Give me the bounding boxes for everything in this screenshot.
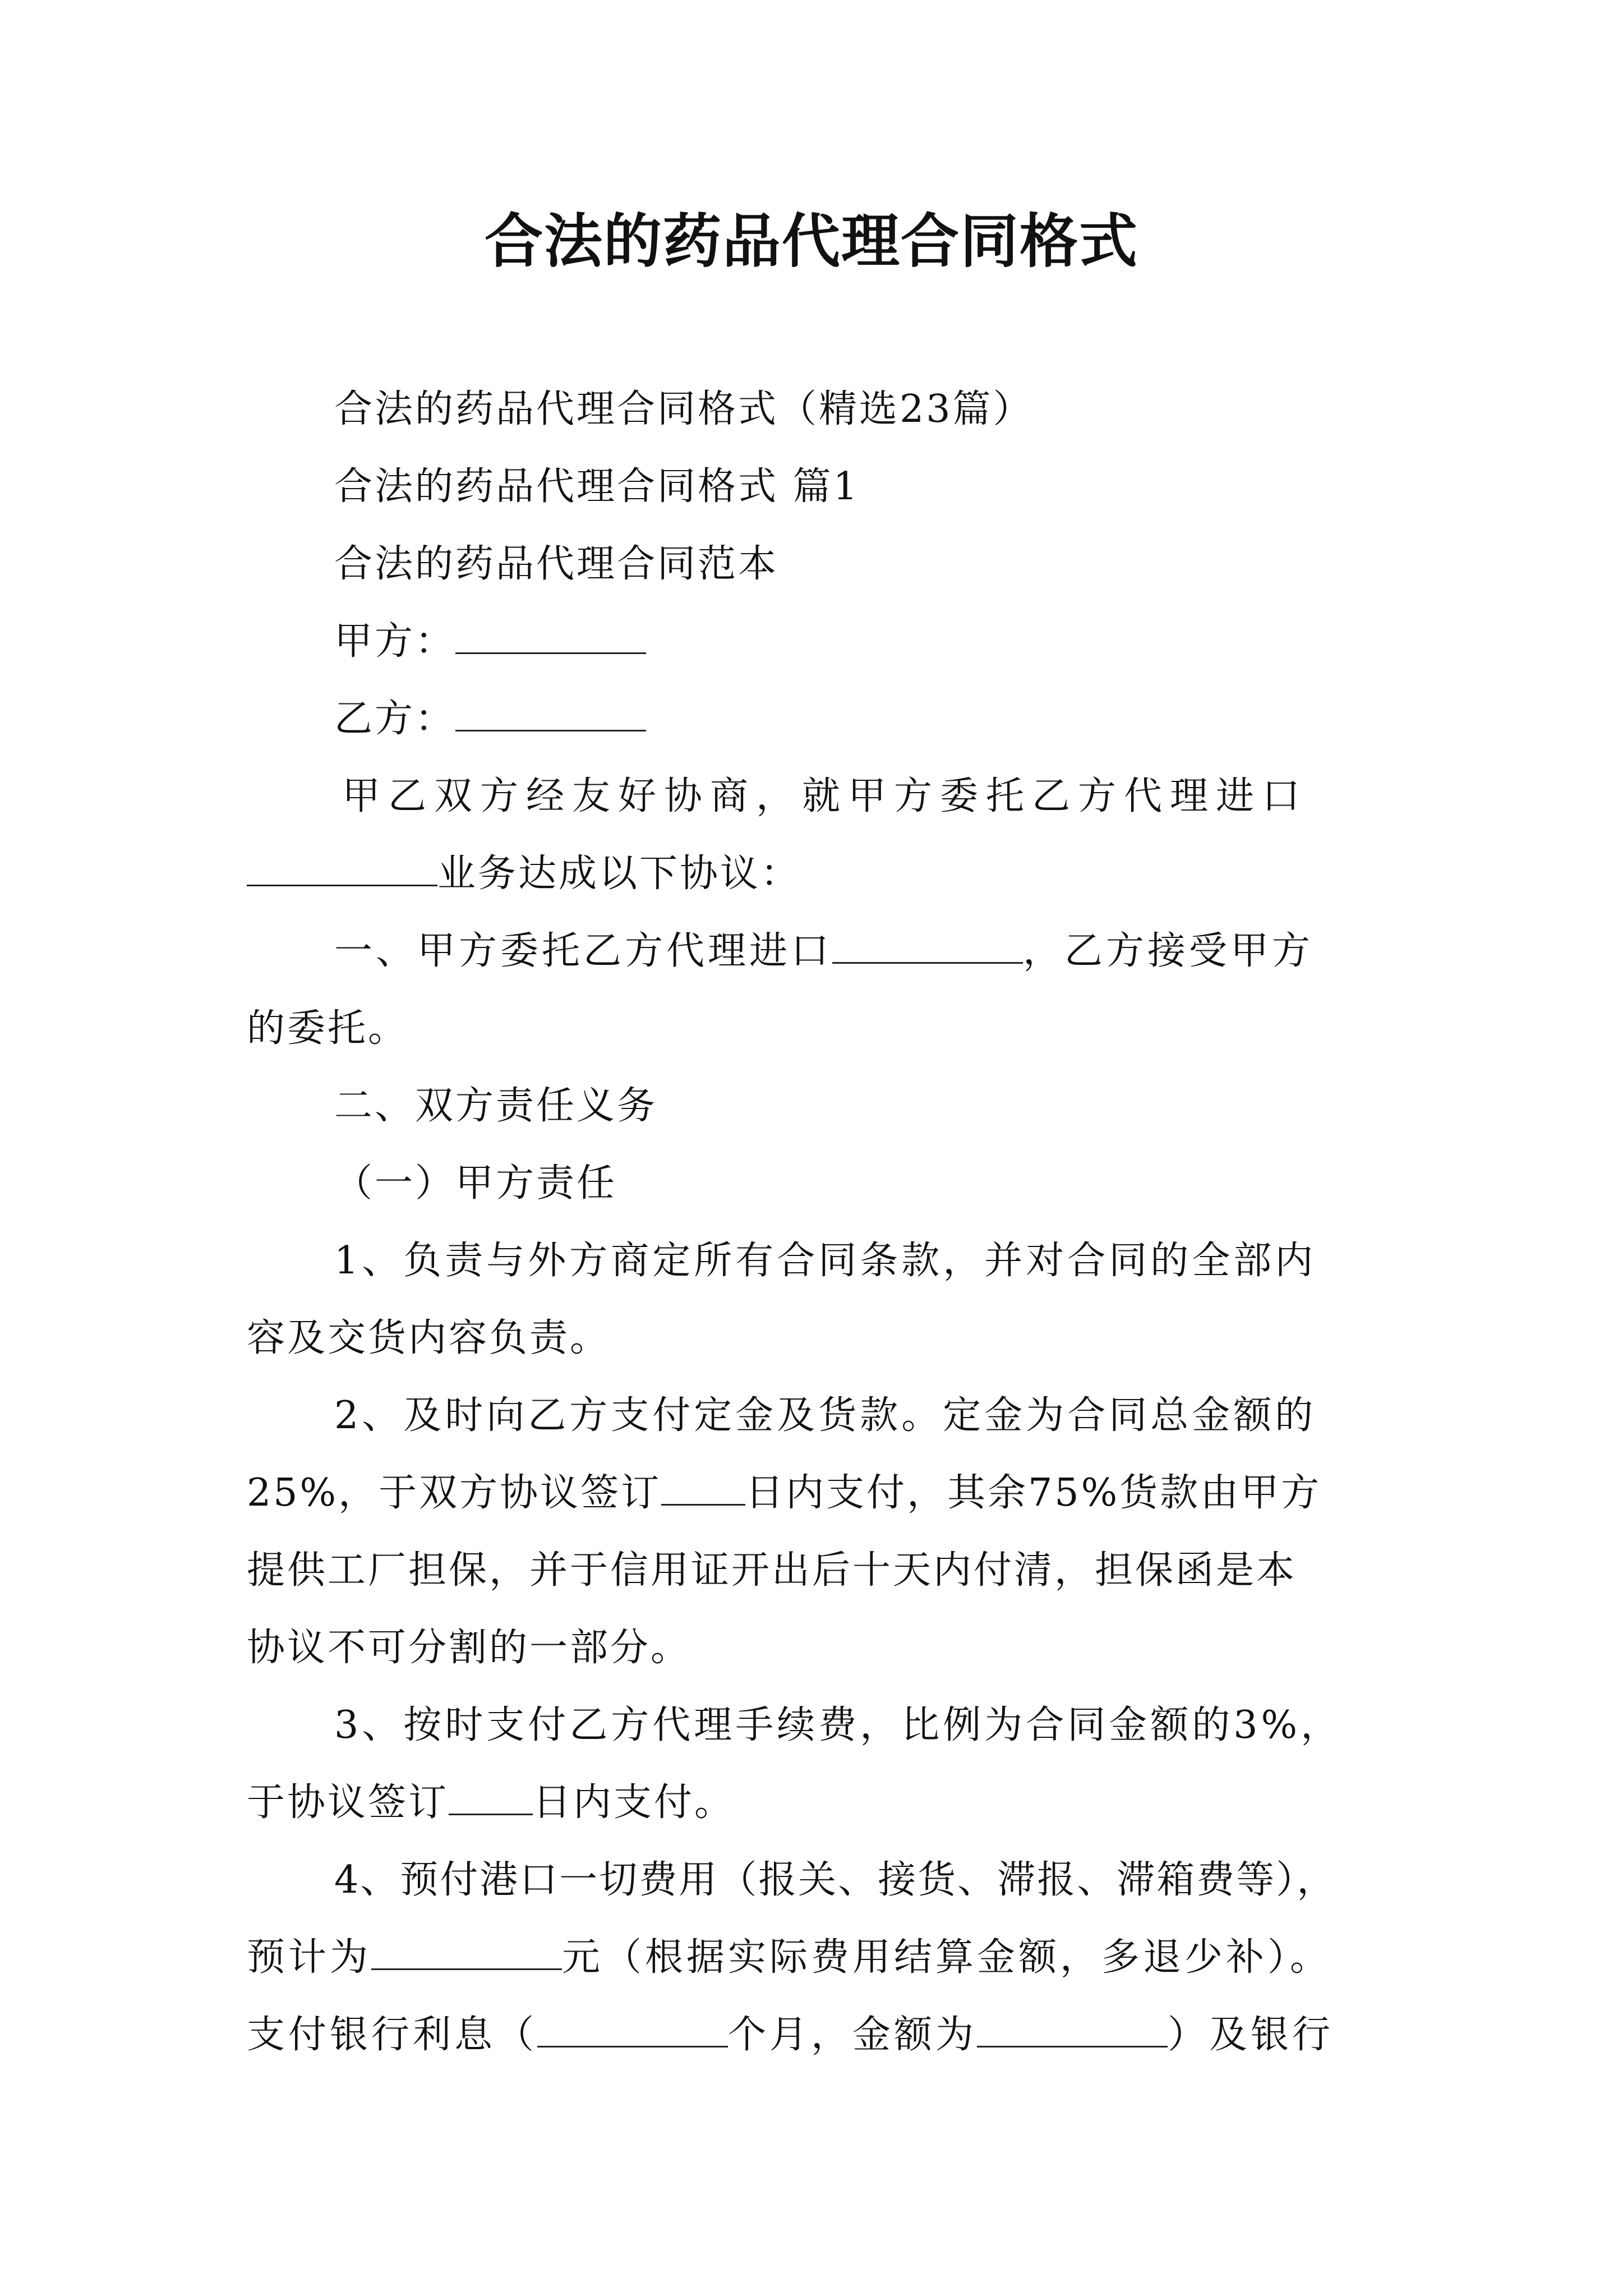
party-a-blank (455, 615, 646, 654)
duty-2-text-a: 25%，于双方协议签订 (247, 1471, 662, 1515)
duty-4-line: 4、预付港口一切费用（报关、接货、滞报、滞箱费等）， (334, 1858, 1337, 1902)
paragraph-intro-cont (247, 846, 801, 902)
clause-1-line (334, 923, 1313, 979)
party-b-label: 乙方： (334, 697, 456, 741)
paragraph-intro-text: 业务达成以下协议： (437, 852, 801, 896)
duty-1-line: 1、负责与外方商定所有合同条款，并对合同的全部内 (334, 1239, 1317, 1283)
contract-sample-heading: 合法的药品代理合同范本 (334, 542, 779, 586)
clause-1-text-a: 一、甲方委托乙方代理进口 (334, 929, 833, 973)
duty-4-text-d: 个月，金额为 (728, 2013, 978, 2057)
clause-1-cont: 的委托。 (247, 1006, 409, 1051)
duty-4-text-e: ）及银行 (1168, 2013, 1334, 2057)
duty-3-days-blank (449, 1777, 533, 1815)
duty-2-line: 2、及时向乙方支付定金及货款。定金为合同总金额的 (334, 1393, 1317, 1438)
party-a-line (334, 614, 646, 670)
clause-2-heading: 二、双方责任义务 (334, 1084, 658, 1128)
document-title: 合法的药品代理合同格式 (484, 206, 1138, 275)
duty-4-text-b: 元（根据实际费用结算金额，多退少补）。 (562, 1935, 1332, 1980)
party-b-blank (455, 693, 646, 731)
section-heading: 合法的药品代理合同格式 篇1 (334, 464, 860, 509)
party-a-label: 甲方： (334, 619, 456, 664)
paragraph-intro: 甲乙双方经友好协商，就甲方委托乙方代理进口 (342, 774, 1308, 818)
duty-1-cont: 容及交货内容负责。 (247, 1316, 611, 1360)
duty-3-line: 3、按时支付乙方代理手续费，比例为合同金额的3%， (334, 1703, 1343, 1747)
duty-4-interest-blank (977, 2009, 1168, 2047)
party-a-duties-heading: （一）甲方责任 (334, 1161, 617, 1205)
clause-1-text-b: ，乙方接受甲方 (1023, 929, 1314, 973)
duty-2-text-b: 日内支付，其余75%货款由甲方 (745, 1471, 1322, 1515)
subtitle-selection: 合法的药品代理合同格式（精选23篇） (334, 387, 1034, 431)
clause-1-blank (832, 925, 1023, 964)
duty-4-text-c: 支付银行利息（ (247, 2013, 538, 2057)
duty-2-cont-1 (247, 1465, 1321, 1521)
duty-2-cont-2: 提供工厂担保，并于信用证开出后十天内付清，担保函是本 (247, 1548, 1297, 1593)
duty-3-text-b: 日内支付。 (533, 1780, 735, 1825)
duty-3-text-a: 于协议签订 (247, 1780, 449, 1825)
import-item-blank (247, 848, 437, 886)
duty-3-cont (247, 1775, 735, 1831)
duty-2-cont-3: 协议不可分割的一部分。 (247, 1626, 691, 1670)
duty-4-amount-blank (371, 1931, 562, 1970)
duty-4-cont-1 (247, 1930, 1331, 1986)
duty-4-text-a: 预计为 (247, 1935, 372, 1980)
duty-4-months-blank (537, 2009, 728, 2047)
duty-2-days-blank (661, 1467, 745, 1506)
party-b-line (334, 691, 646, 747)
duty-4-cont-2 (247, 2007, 1334, 2063)
